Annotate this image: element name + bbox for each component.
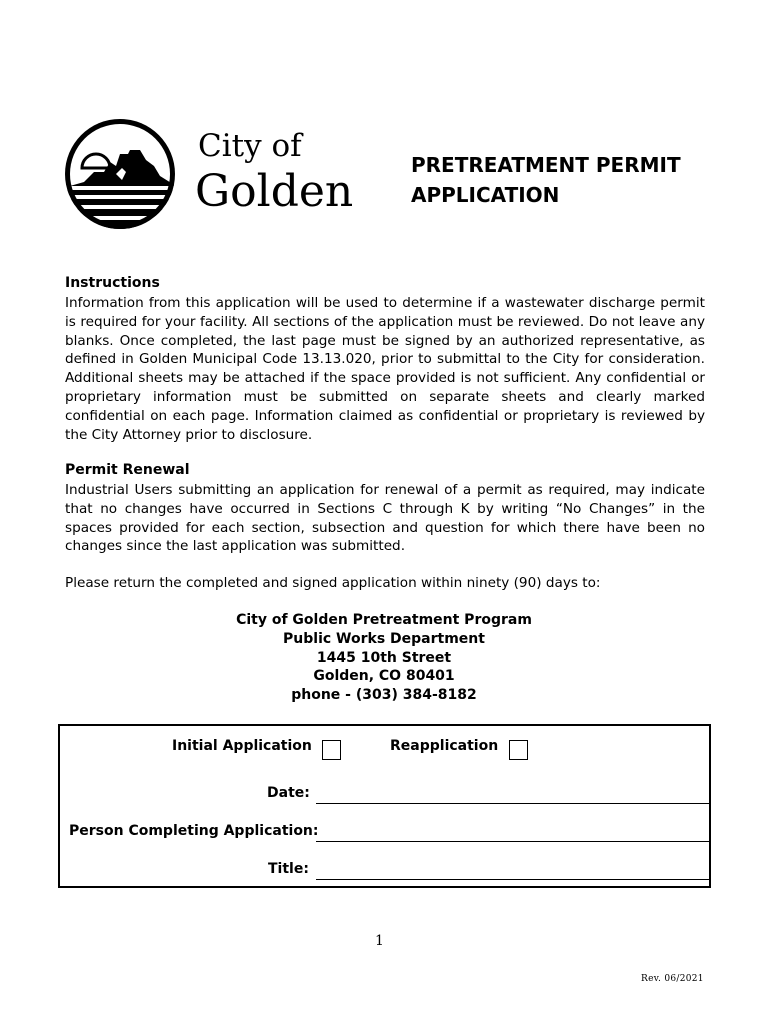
instructions-paragraph: Information from this application will be used to determine if a wastewater discharge permit is required for your facility. All sections of the application must be reviewed. Do not leave any blanks. Once completed, the last page must be signed by an authorized representative, as defined in Golden Municipal Code 13.13.020, prior to submittal to the City for consideration. Additional sheets may be attached if the space provided is not sufficient. Any confidential or proprietary information must be submitted on separate sheets and clearly marked confidential on each page. Information claimed as confidential or proprietary is reviewed by the City Attorney prior to disclosure. <box>65 295 705 443</box>
person-completing-label: Person Completing Application: <box>69 823 319 839</box>
revision-date: Rev. 06/2021 <box>641 974 704 984</box>
application-form-box <box>58 724 711 888</box>
golden-mesa-emblem-icon <box>64 114 188 236</box>
initial-application-checkbox[interactable] <box>322 740 341 760</box>
mailing-address-block <box>180 611 588 705</box>
title-field[interactable] <box>316 879 710 880</box>
date-label: Date: <box>267 785 310 801</box>
document-title <box>411 150 741 210</box>
person-completing-field[interactable] <box>316 841 710 842</box>
address-city-state-zip: Golden, CO 80401 <box>313 668 455 685</box>
logo-golden-text: Golden <box>195 166 354 217</box>
title-line-1: PRETREATMENT PERMIT <box>411 153 681 177</box>
address-street: 1445 10th Street <box>316 649 452 666</box>
date-field[interactable] <box>316 803 710 804</box>
title-label: Title: <box>268 861 309 877</box>
return-instructions: Please return the completed and signed application within ninety (90) days to: <box>65 575 601 591</box>
reapplication-label: Reapplication <box>390 738 499 754</box>
address-department: Public Works Department <box>283 630 485 647</box>
reapplication-checkbox[interactable] <box>509 740 528 760</box>
title-line-2: APPLICATION <box>411 183 560 207</box>
city-of-golden-logo <box>64 114 364 236</box>
page-number: 1 <box>375 933 384 949</box>
permit-renewal-paragraph: Industrial Users submitting an application for renewal of a permit as required, may indicate that no changes have occurred in Sections C through K by writing “No Changes” in the spaces provided for each section, subsection and question for which there have been no changes since the last application was submitted. <box>65 482 705 555</box>
address-program: City of Golden Pretreatment Program <box>236 612 532 628</box>
logo-city-of-text: City of <box>198 128 302 164</box>
instructions-heading: Instructions <box>65 275 160 291</box>
permit-renewal-heading: Permit Renewal <box>65 462 190 478</box>
initial-application-label: Initial Application <box>172 738 312 754</box>
address-phone: phone - (303) 384-8182 <box>291 687 477 704</box>
